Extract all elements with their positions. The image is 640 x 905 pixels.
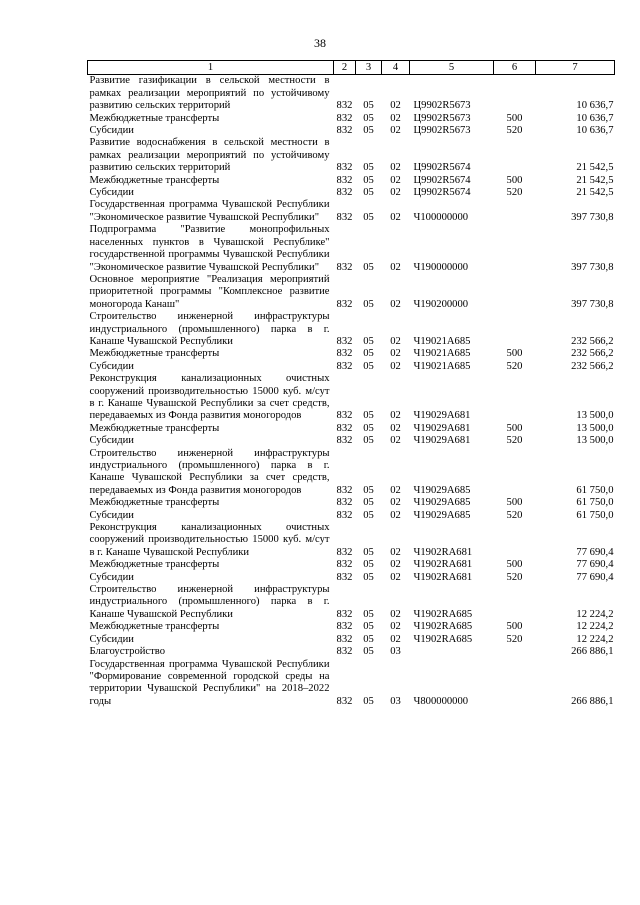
row-podrazdel: 02 xyxy=(390,100,401,112)
row-podrazdel: 02 xyxy=(390,360,401,372)
row-razdel: 05 xyxy=(363,174,374,186)
row-expense-type xyxy=(494,311,536,348)
row-expense-type: 520 xyxy=(506,435,523,447)
header-col-6: 6 xyxy=(494,61,536,75)
row-amount: 61 750,0 xyxy=(576,509,614,521)
row-expense-type: 520 xyxy=(506,125,523,137)
row-razdel: 05 xyxy=(363,633,374,645)
row-name: Развитие газификации в сельской местности в рамках реализации мероприятий по устойчивому развитию сельских территорий xyxy=(89,75,330,112)
row-amount: 12 224,2 xyxy=(576,621,614,633)
row-podrazdel: 02 xyxy=(390,509,401,521)
row-glava: 832 xyxy=(336,335,353,347)
row-razdel: 05 xyxy=(363,571,374,583)
row-podrazdel: 02 xyxy=(390,211,401,223)
row-target-article: Ч19021А685 xyxy=(413,348,471,360)
row-expense-type: 520 xyxy=(506,360,523,372)
row-glava: 832 xyxy=(336,100,353,112)
row-name: Реконструкция канализационных очистных сооружений производительностью 15000 куб. м/сут в г. Канаше Чувашской Республики за счет средств, передаваемых из Фонда развития моногородов xyxy=(89,373,330,422)
row-amount: 12 224,2 xyxy=(576,633,614,645)
row-glava: 832 xyxy=(336,621,353,633)
row-podrazdel: 02 xyxy=(390,410,401,422)
row-name: Межбюджетные трансферты xyxy=(89,422,220,434)
row-name: Субсидии xyxy=(89,633,134,645)
table-row xyxy=(88,510,615,522)
row-razdel: 05 xyxy=(363,559,374,571)
row-glava: 832 xyxy=(336,484,353,496)
row-target-article: Ц9902R5673 xyxy=(413,100,471,112)
row-razdel: 05 xyxy=(363,187,374,199)
row-razdel: 05 xyxy=(363,509,374,521)
row-razdel: 05 xyxy=(363,410,374,422)
header-col-7: 7 xyxy=(536,61,615,75)
row-glava: 832 xyxy=(336,125,353,137)
header-col-3: 3 xyxy=(356,61,382,75)
row-razdel: 05 xyxy=(363,546,374,558)
row-razdel: 05 xyxy=(363,608,374,620)
row-name: Основное мероприятие "Реализация мероприятий приоритетной программы "Комплексное развитие моногорода Канаш" xyxy=(89,273,330,310)
row-amount: 61 750,0 xyxy=(576,484,614,496)
row-expense-type: 500 xyxy=(506,497,523,509)
row-amount: 77 690,4 xyxy=(576,571,614,583)
row-podrazdel: 02 xyxy=(390,261,401,273)
row-glava: 832 xyxy=(336,261,353,273)
row-target-article: Ч19021А685 xyxy=(413,335,471,347)
row-razdel: 05 xyxy=(363,695,374,707)
row-podrazdel: 02 xyxy=(390,422,401,434)
row-name: Субсидии xyxy=(89,435,134,447)
row-amount: 21 542,5 xyxy=(576,174,614,186)
row-razdel: 05 xyxy=(363,497,374,509)
row-podrazdel: 02 xyxy=(390,174,401,186)
row-amount: 13 500,0 xyxy=(576,435,614,447)
row-target-article: Ч190000000 xyxy=(413,261,469,273)
row-name: Межбюджетные трансферты xyxy=(89,174,220,186)
table-row xyxy=(88,137,615,174)
row-glava: 832 xyxy=(336,187,353,199)
row-target-article: Ч1902RА685 xyxy=(413,621,473,633)
row-expense-type: 520 xyxy=(506,633,523,645)
row-amount: 10 636,7 xyxy=(576,100,614,112)
table-row xyxy=(88,621,615,633)
header-col-2: 2 xyxy=(334,61,356,75)
row-razdel: 05 xyxy=(363,646,374,658)
row-razdel: 05 xyxy=(363,348,374,360)
row-glava: 832 xyxy=(336,633,353,645)
row-amount: 12 224,2 xyxy=(576,608,614,620)
row-glava: 832 xyxy=(336,410,353,422)
row-target-article: Ч19021А685 xyxy=(413,360,471,372)
row-amount: 77 690,4 xyxy=(576,546,614,558)
row-target-article: Ч19029А685 xyxy=(413,484,471,496)
row-target-article: Ц9902R5673 xyxy=(413,125,471,137)
row-target-article: Ч19029А681 xyxy=(413,435,471,447)
row-name: Развитие водоснабжения в сельской местности в рамках реализации мероприятий по устойчивому развитию сельских территорий xyxy=(89,137,330,174)
row-amount: 397 730,8 xyxy=(571,261,614,273)
table-row xyxy=(88,646,615,658)
row-target-article: Ч19029А685 xyxy=(413,509,471,521)
row-name: Государственная программа Чувашской Республики "Экономическое развитие Чувашской Республики" xyxy=(89,199,330,223)
table-row xyxy=(88,224,615,274)
row-razdel: 05 xyxy=(363,621,374,633)
row-expense-type: 500 xyxy=(506,348,523,360)
row-expense-type: 500 xyxy=(506,621,523,633)
row-razdel: 05 xyxy=(363,112,374,124)
table-row xyxy=(88,572,615,584)
row-glava: 832 xyxy=(336,162,353,174)
row-target-article: Ч1902RА685 xyxy=(413,633,473,645)
row-target-article: Ч1902RА681 xyxy=(413,559,473,571)
row-name: Строительство инженерной инфраструктуры индустриального (промышленного) парка в г. Канаше Чувашской Республики за счет средств, передаваемых из Фонда развития моногородов xyxy=(89,447,330,496)
row-name: Межбюджетные трансферты xyxy=(89,112,220,124)
row-podrazdel: 02 xyxy=(390,335,401,347)
table-row xyxy=(88,634,615,646)
row-podrazdel: 02 xyxy=(390,187,401,199)
row-name: Межбюджетные трансферты xyxy=(89,621,220,633)
table-row xyxy=(88,584,615,621)
row-expense-type xyxy=(494,137,536,174)
row-razdel: 05 xyxy=(363,100,374,112)
row-glava: 832 xyxy=(336,112,353,124)
row-podrazdel: 02 xyxy=(390,348,401,360)
row-amount: 13 500,0 xyxy=(576,410,614,422)
row-razdel: 05 xyxy=(363,211,374,223)
row-razdel: 05 xyxy=(363,435,374,447)
row-razdel: 05 xyxy=(363,298,374,310)
table-row xyxy=(88,311,615,348)
row-podrazdel: 03 xyxy=(390,646,401,658)
row-glava: 832 xyxy=(336,546,353,558)
row-expense-type: 520 xyxy=(506,571,523,583)
row-target-article: Ч190200000 xyxy=(413,298,469,310)
row-glava: 832 xyxy=(336,497,353,509)
row-podrazdel: 02 xyxy=(390,112,401,124)
table-row xyxy=(88,435,615,447)
row-glava: 832 xyxy=(336,360,353,372)
row-expense-type: 520 xyxy=(506,187,523,199)
row-target-article xyxy=(410,646,494,658)
row-target-article: Ц9902R5674 xyxy=(413,162,471,174)
row-target-article: Ч800000000 xyxy=(413,695,469,707)
row-target-article: Ц9902R5674 xyxy=(413,174,471,186)
row-expense-type xyxy=(494,448,536,498)
row-podrazdel: 03 xyxy=(390,695,401,707)
row-amount: 61 750,0 xyxy=(576,497,614,509)
row-amount: 232 566,2 xyxy=(571,348,614,360)
row-name: Межбюджетные трансферты xyxy=(89,559,220,571)
table-row xyxy=(88,497,615,509)
row-amount: 397 730,8 xyxy=(571,211,614,223)
row-podrazdel: 02 xyxy=(390,497,401,509)
table-row xyxy=(88,125,615,137)
row-target-article: Ц9902R5673 xyxy=(413,112,471,124)
row-amount: 10 636,7 xyxy=(576,125,614,137)
row-glava: 832 xyxy=(336,174,353,186)
row-podrazdel: 02 xyxy=(390,125,401,137)
table-row xyxy=(88,373,615,423)
row-glava: 832 xyxy=(336,422,353,434)
table-row xyxy=(88,187,615,199)
row-podrazdel: 02 xyxy=(390,435,401,447)
row-glava: 832 xyxy=(336,646,353,658)
table-row xyxy=(88,522,615,559)
row-expense-type xyxy=(494,224,536,274)
row-glava: 832 xyxy=(336,211,353,223)
row-expense-type xyxy=(494,199,536,224)
row-glava: 832 xyxy=(336,509,353,521)
row-expense-type: 520 xyxy=(506,509,523,521)
row-glava: 832 xyxy=(336,348,353,360)
row-expense-type xyxy=(494,584,536,621)
row-glava: 832 xyxy=(336,435,353,447)
header-col-4: 4 xyxy=(382,61,410,75)
row-expense-type xyxy=(494,646,536,658)
row-razdel: 05 xyxy=(363,422,374,434)
row-target-article: Ц9902R5674 xyxy=(413,187,471,199)
row-podrazdel: 02 xyxy=(390,162,401,174)
row-razdel: 05 xyxy=(363,335,374,347)
row-expense-type xyxy=(494,373,536,423)
row-glava: 832 xyxy=(336,298,353,310)
row-name: Субсидии xyxy=(89,509,134,521)
row-name: Благоустройство xyxy=(89,646,165,658)
row-glava: 832 xyxy=(336,571,353,583)
table-row xyxy=(88,659,615,709)
row-name: Строительство инженерной инфраструктуры индустриального (промышленного) парка в г. Канаше Чувашской Республики xyxy=(89,311,330,347)
row-expense-type: 500 xyxy=(506,422,523,434)
row-name: Межбюджетные трансферты xyxy=(89,497,220,509)
row-name: Субсидии xyxy=(89,125,134,137)
row-amount: 232 566,2 xyxy=(571,335,614,347)
row-name: Подпрограмма "Развитие монопрофильных населенных пунктов в Чувашской Республике" государственной программы Чувашской Республики "Экономическое развитие Чувашской Республики" xyxy=(89,224,330,273)
row-amount: 77 690,4 xyxy=(576,559,614,571)
row-razdel: 05 xyxy=(363,261,374,273)
row-podrazdel: 02 xyxy=(390,298,401,310)
row-razdel: 05 xyxy=(363,125,374,137)
row-expense-type xyxy=(494,522,536,559)
row-expense-type: 500 xyxy=(506,174,523,186)
row-name: Субсидии xyxy=(89,187,134,199)
table-body xyxy=(88,75,615,708)
row-name: Строительство инженерной инфраструктуры индустриального (промышленного) парка в г. Канаше Чувашской Республики xyxy=(89,584,330,620)
row-amount: 21 542,5 xyxy=(576,187,614,199)
row-expense-type: 500 xyxy=(506,559,523,571)
row-amount: 10 636,7 xyxy=(576,112,614,124)
row-razdel: 05 xyxy=(363,484,374,496)
row-target-article: Ч19029А685 xyxy=(413,497,471,509)
row-podrazdel: 02 xyxy=(390,484,401,496)
row-name: Субсидии xyxy=(89,360,134,372)
table-row xyxy=(88,448,615,498)
table-row xyxy=(88,348,615,360)
table-row xyxy=(88,559,615,571)
row-podrazdel: 02 xyxy=(390,571,401,583)
table-row xyxy=(88,361,615,373)
row-glava: 832 xyxy=(336,559,353,571)
row-podrazdel: 02 xyxy=(390,559,401,571)
row-name: Субсидии xyxy=(89,571,134,583)
header-col-5: 5 xyxy=(410,61,494,75)
row-podrazdel: 02 xyxy=(390,608,401,620)
row-target-article: Ч1902RА681 xyxy=(413,571,473,583)
table-row xyxy=(88,199,615,224)
page-number: 38 xyxy=(314,36,326,50)
row-razdel: 05 xyxy=(363,360,374,372)
row-expense-type xyxy=(494,75,536,113)
table-header-row xyxy=(88,61,615,75)
row-target-article: Ч100000000 xyxy=(413,211,469,223)
row-glava: 832 xyxy=(336,695,353,707)
row-amount: 21 542,5 xyxy=(576,162,614,174)
row-podrazdel: 02 xyxy=(390,633,401,645)
row-expense-type xyxy=(494,659,536,709)
row-target-article: Ч1902RА681 xyxy=(413,546,473,558)
row-glava: 832 xyxy=(336,608,353,620)
row-target-article: Ч1902RА685 xyxy=(413,608,473,620)
row-name: Реконструкция канализационных очистных сооружений производительностью 15000 куб. м/сут в г. Канаше Чувашской Республики xyxy=(89,522,330,558)
row-amount: 266 886,1 xyxy=(571,646,614,658)
budget-table xyxy=(87,60,615,708)
row-amount: 13 500,0 xyxy=(576,422,614,434)
row-target-article: Ч19029А681 xyxy=(413,410,471,422)
header-col-1: 1 xyxy=(88,61,334,75)
table-row xyxy=(88,423,615,435)
table-row xyxy=(88,75,615,113)
row-podrazdel: 02 xyxy=(390,546,401,558)
row-expense-type xyxy=(494,274,536,311)
table-row xyxy=(88,113,615,125)
row-expense-type: 500 xyxy=(506,112,523,124)
row-name: Межбюджетные трансферты xyxy=(89,348,220,360)
table-row xyxy=(88,175,615,187)
row-podrazdel: 02 xyxy=(390,621,401,633)
row-razdel: 05 xyxy=(363,162,374,174)
row-amount: 266 886,1 xyxy=(571,695,614,707)
row-amount: 232 566,2 xyxy=(571,360,614,372)
row-name: Государственная программа Чувашской Республики "Формирование современной городской среды на территории Чувашской Республики" на 2018–2022 годы xyxy=(89,658,330,707)
row-amount: 397 730,8 xyxy=(571,298,614,310)
table-row xyxy=(88,274,615,311)
row-target-article: Ч19029А681 xyxy=(413,422,471,434)
